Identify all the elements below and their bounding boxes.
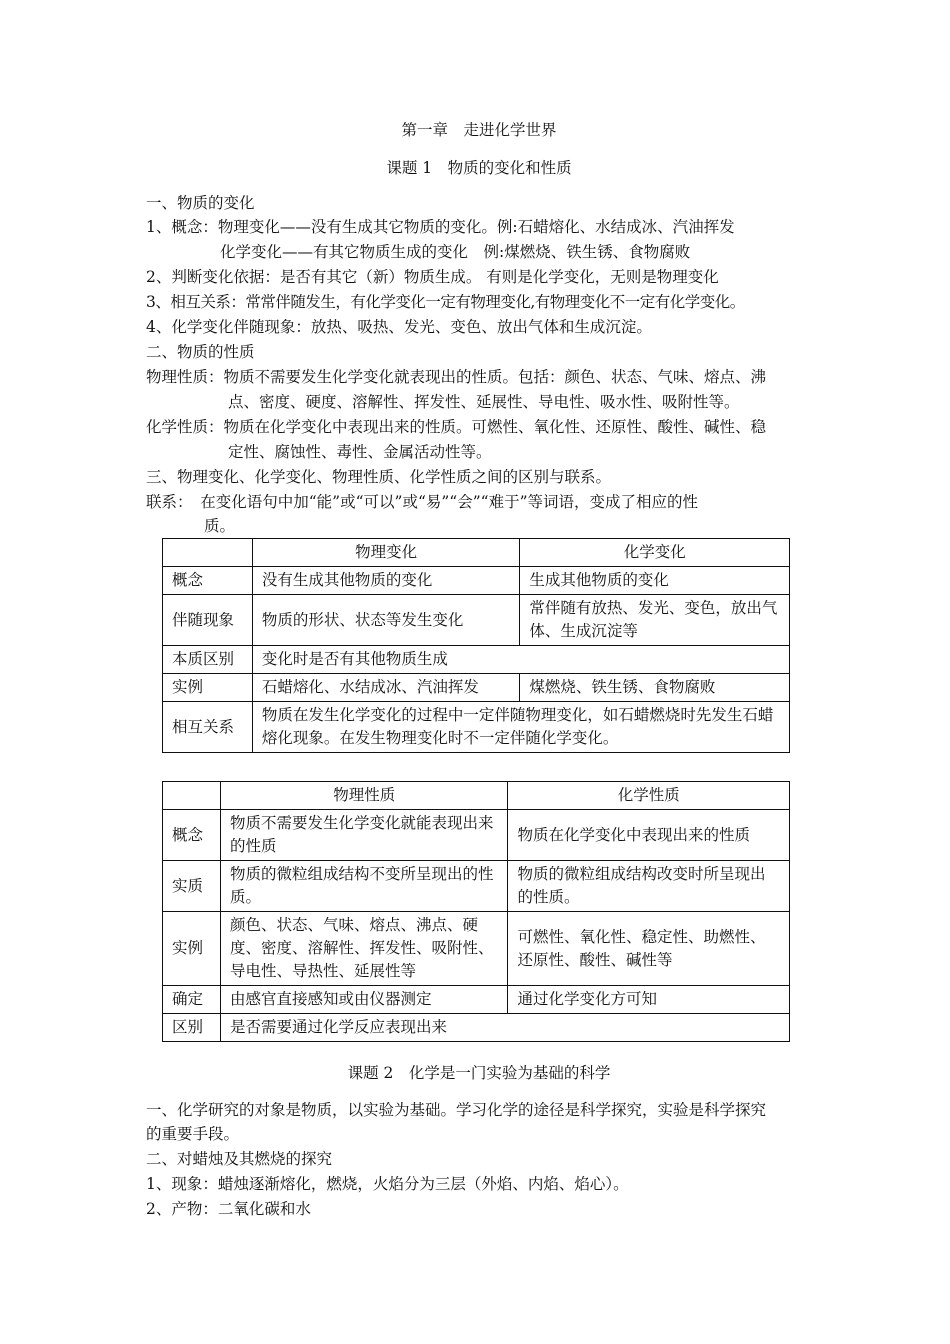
table-row [163,912,790,986]
section1-heading: 一、物质的变化 [146,194,255,212]
header-cell: 物理性质 [220,782,508,810]
table-row [163,861,790,912]
table-cell: 常伴随有放热、发光、变色，放出气体、生成沉淀等 [520,595,790,646]
table-cell: 物质不需要发生化学变化就能表现出来的性质 [220,810,508,861]
lesson1-title: 课题 1 物质的变化和性质 [386,159,572,177]
table-row [163,782,790,810]
physical-property-line: 物理性质：物质不需要发生化学变化就表现出的性质。包括：颜色、状态、气味、熔点、沸 [146,368,767,386]
relation-line: 3、相互关系：常常伴随发生，有化学变化一定有物理变化,有物理变化不一定有化学变化。 [146,293,745,311]
row-label: 伴随现象 [163,595,253,646]
row-label: 实例 [163,674,253,702]
table-cell: 物质在发生化学变化的过程中一定伴随物理变化，如石蜡燃烧时先发生石蜡熔化现象。在发生物理变化时不一定伴随化学变化。 [252,702,789,753]
table-cell: 煤燃烧、铁生锈、食物腐败 [520,674,790,702]
link-line-2: 质。 [204,517,236,535]
candle-heading: 二、对蜡烛及其燃烧的探究 [146,1150,333,1168]
table-cell: 通过化学变化方可知 [508,986,790,1014]
table-row [163,567,790,595]
row-label: 概念 [163,567,253,595]
table-cell: 生成其他物质的变化 [520,567,790,595]
table-cell: 物质的微粒组成结构改变时所呈现出的性质。 [508,861,790,912]
row-label: 实例 [163,912,221,986]
section2-heading: 二、物质的性质 [146,343,255,361]
table-cell: 物质的形状、状态等发生变化 [252,595,520,646]
header-cell: 物理变化 [252,539,520,567]
header-cell: 化学性质 [508,782,790,810]
table-cell: 由感官直接感知或由仪器测定 [220,986,508,1014]
table-row [163,702,790,753]
candle-phenomena-line: 1、现象：蜡烛逐渐熔化，燃烧，火焰分为三层（外焰、内焰、焰心）。 [146,1175,629,1193]
table-cell: 变化时是否有其他物质生成 [252,646,789,674]
header-cell [163,782,221,810]
table-cell: 没有生成其他物质的变化 [252,567,520,595]
section3-heading: 三、物理变化、化学变化、物理性质、化学性质之间的区别与联系。 [146,468,612,486]
row-label: 实质 [163,861,221,912]
lesson2-intro-line: 一、化学研究的对象是物质，以实验为基础。学习化学的途径是科学探究，实验是科学探究 [146,1101,767,1119]
row-label: 概念 [163,810,221,861]
chemical-property-line: 化学性质：物质在化学变化中表现出来的性质。可燃性、氧化性、还原性、酸性、碱性、稳 [146,418,767,436]
link-line: 联系： 在变化语句中加“能”或“可以”或“易”“会”“难于”等词语，变成了相应的性 [146,493,698,511]
table-row [163,1014,790,1042]
row-label: 区别 [163,1014,221,1042]
table-cell: 是否需要通过化学反应表现出来 [220,1014,789,1042]
properties-table [162,781,790,1042]
candle-products-line: 2、产物：二氧化碳和水 [146,1200,311,1218]
row-label: 相互关系 [163,702,253,753]
table-row [163,986,790,1014]
chemical-property-line-2: 定性、腐蚀性、毒性、金属活动性等。 [228,443,492,461]
header-cell [163,539,253,567]
concept-line: 1、概念：物理变化——没有生成其它物质的变化。例:石蜡熔化、水结成冰、汽油挥发 [146,218,735,236]
header-cell: 化学变化 [520,539,790,567]
table-row [163,674,790,702]
phenomena-line: 4、化学变化伴随现象：放热、吸热、发光、变色、放出气体和生成沉淀。 [146,318,652,336]
row-label: 本质区别 [163,646,253,674]
table-cell: 石蜡熔化、水结成冰、汽油挥发 [252,674,520,702]
physical-property-line-2: 点、密度、硬度、溶解性、挥发性、延展性、导电性、吸水性、吸附性等。 [228,393,740,411]
table-cell: 可燃性、氧化性、稳定性、助燃性、还原性、酸性、碱性等 [508,912,790,986]
table-row [163,539,790,567]
criterion-line: 2、判断变化依据：是否有其它（新）物质生成。 有则是化学变化，无则是物理变化 [146,268,719,286]
chapter-title: 第一章 走进化学世界 [401,121,557,139]
lesson2-title: 课题 2 化学是一门实验为基础的科学 [347,1064,611,1082]
table-cell: 物质的微粒组成结构不变所呈现出的性质。 [220,861,508,912]
table-row [163,595,790,646]
lesson2-intro-line-2: 的重要手段。 [146,1125,240,1143]
concept-line-2: 化学变化——有其它物质生成的变化 例:煤燃烧、铁生锈、食物腐败 [220,243,691,261]
table-row [163,810,790,861]
table-cell: 物质在化学变化中表现出来的性质 [508,810,790,861]
row-label: 确定 [163,986,221,1014]
table-cell: 颜色、状态、气味、熔点、沸点、硬度、密度、溶解性、挥发性、吸附性、导电性、导热性、延展性等 [220,912,508,986]
changes-table [162,538,790,753]
table-row [163,646,790,674]
